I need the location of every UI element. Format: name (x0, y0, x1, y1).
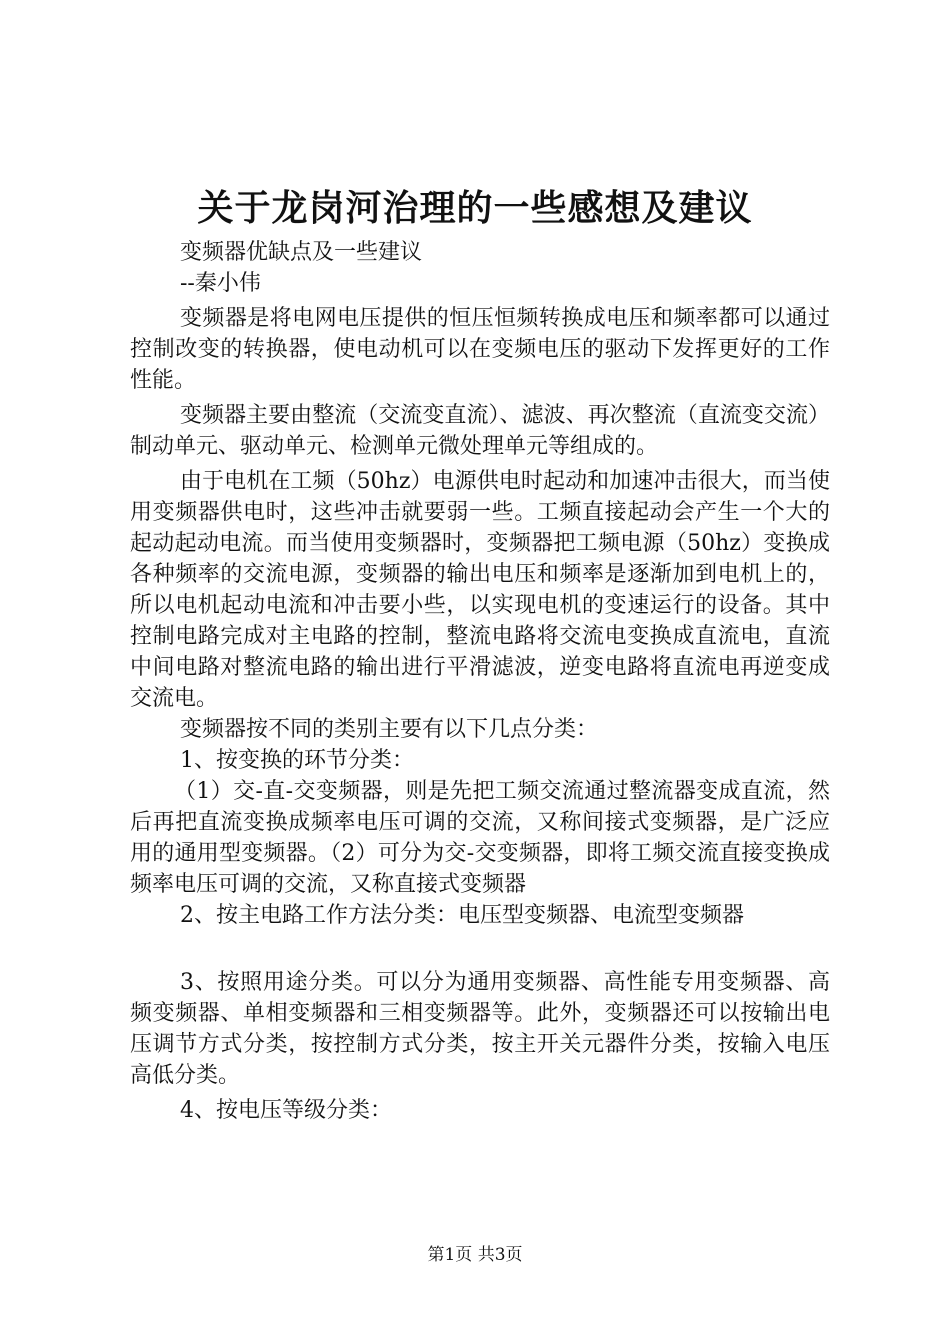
body-paragraph: 变频器按不同的类别主要有以下几点分类： (180, 717, 599, 742)
body-paragraph: （1）交-直-交变频器，则是先把工频交流通过整流器变成直流，然后再把直流变换成频率电压可调的交流，又称间接式变频器，是广泛应用的通用型变频器。（2）可分为交-交变频器，即将工频交流直接变换成频率电压可调的交流，又称直接式变频器 (130, 779, 830, 897)
subtitle-paragraph: 变频器优缺点及一些建议 (180, 240, 423, 265)
list-heading: 1、按变换的环节分类： (180, 748, 414, 773)
author-line: --秦小伟 (180, 271, 261, 296)
body-paragraph: 变频器是将电网电压提供的恒压恒频转换成电压和频率都可以通过控制改变的转换器，使电动机可以在变频电压的驱动下发挥更好的工作性能。 (130, 306, 830, 393)
page-indicator: 第1页 共3页 (427, 1245, 523, 1265)
body-paragraph: 变频器主要由整流（交流变直流）、滤波、再次整流（直流变交流）制动单元、驱动单元、检测单元微处理单元等组成的。 (130, 403, 830, 459)
body-paragraph: 3、按照用途分类。可以分为通用变频器、高性能专用变频器、高频变频器、单相变频器和三相变频器等。此外，变频器还可以按输出电压调节方式分类，按控制方式分类，按主开关元器件分类，按输入电压高低分类。 (130, 970, 830, 1088)
list-heading: 2、按主电路工作方法分类：电压型变频器、电流型变频器 (180, 903, 744, 928)
list-heading: 4、按电压等级分类： (180, 1098, 392, 1123)
document-title: 关于龙岗河治理的一些感想及建议 (197, 188, 753, 229)
body-paragraph: 由于电机在工频（50hz）电源供电时起动和加速冲击很大，而当使用变频器供电时，这些冲击就要弱一些。工频直接起动会产生一个大的起动起动电流。而当使用变频器时，变频器把工频电源（50hz）变换成各种频率的交流电源，变频器的输出电压和频率是逐渐加到电机上的，所以电机起动电流和冲击要小些，以实现电机的变速运行的设备。其中控制电路完成对主电路的控制，整流电路将交流电变换成直流电，直流中间电路对整流电路的输出进行平滑滤波，逆变电路将直流电再逆变成交流电。 (130, 469, 830, 711)
document-body (130, 237, 830, 1126)
